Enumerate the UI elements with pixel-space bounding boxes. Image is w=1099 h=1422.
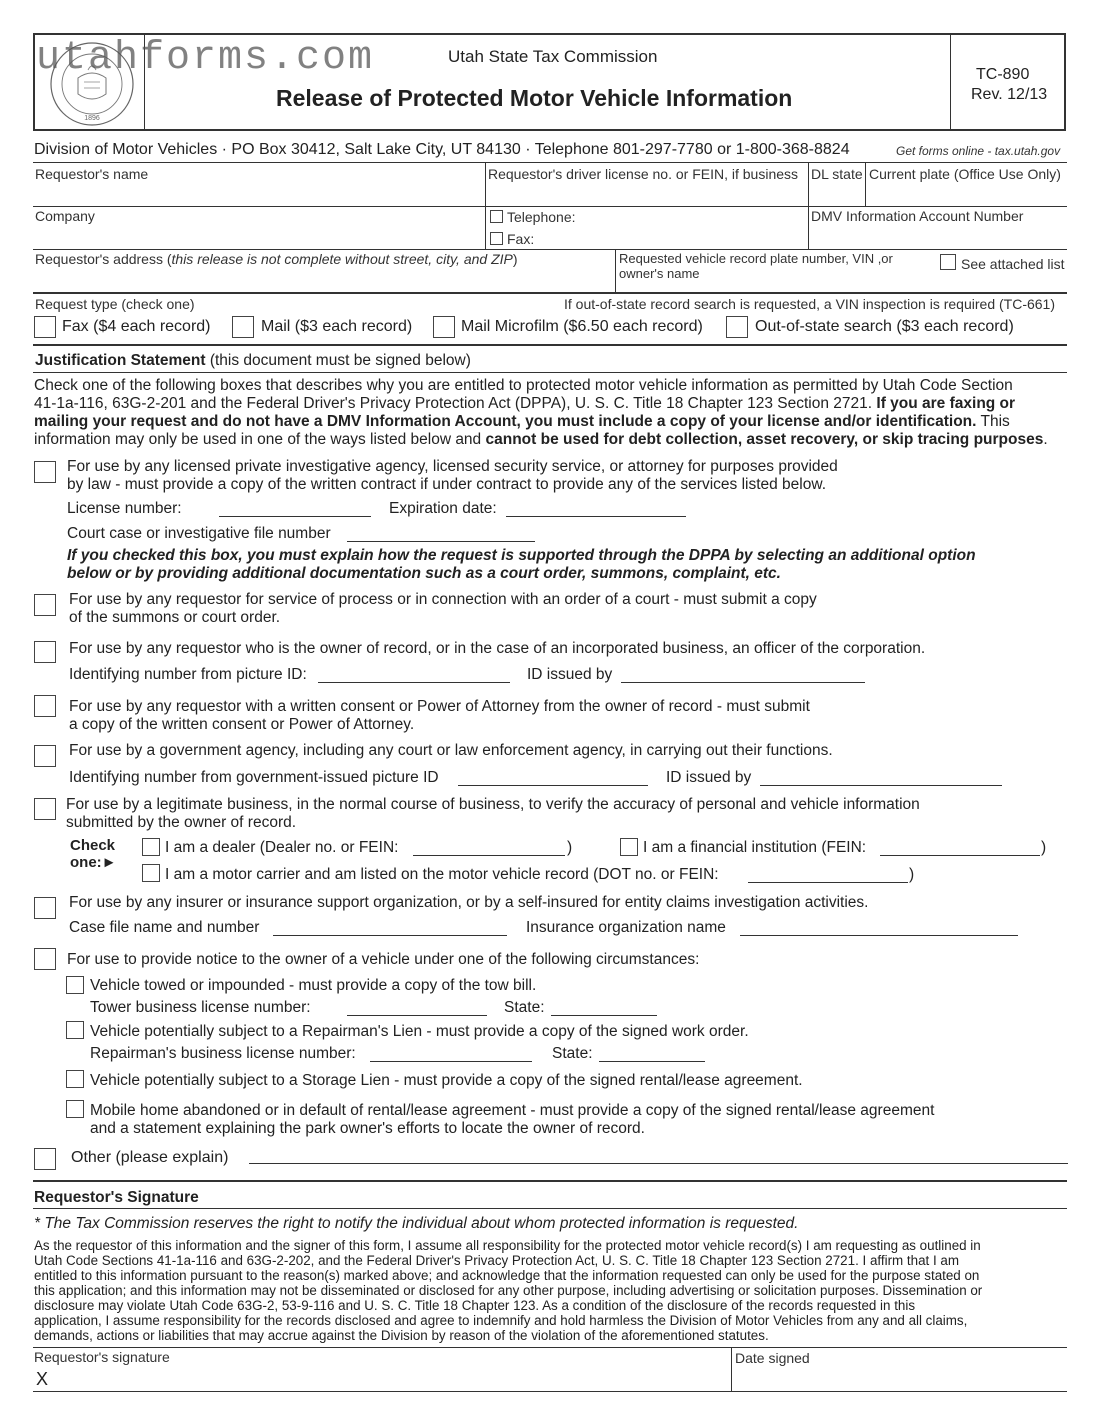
- telephone-checkbox[interactable]: [490, 210, 503, 223]
- case-file-input[interactable]: [273, 921, 507, 936]
- written-consent-checkbox[interactable]: [34, 695, 56, 717]
- address-label: Requestor's address (: [35, 251, 172, 267]
- gov-id-label: Identifying number from government-issued picture ID: [69, 769, 439, 786]
- microfilm-request-label: Mail Microfilm ($6.50 each record): [461, 318, 703, 335]
- insurance-org-label: Insurance organization name: [526, 919, 726, 936]
- check-one-label: Check: [70, 837, 116, 854]
- dppa-note-2: below or by providing additional documentation such as a court order, summons, complaint, etc.: [67, 565, 781, 582]
- repairman-license-input[interactable]: [370, 1047, 532, 1062]
- signature-label: Requestor's signature: [34, 1349, 170, 1365]
- affirmation-line: this application; and this information may not be disseminated or disclosed for any other purpose, including advertising or solicitation purposes. Dissemination or: [34, 1283, 983, 1298]
- intro-bold: mailing your request and do not have a DMV Information Account, you must include a copy of your license and/or identification.: [34, 413, 977, 430]
- court-case-label: Court case or investigative file number: [67, 525, 331, 542]
- justification-title: Justification Statement: [35, 352, 206, 369]
- id-issued-input[interactable]: [621, 668, 865, 683]
- mobile-home-checkbox[interactable]: [66, 1100, 84, 1118]
- financial-institution-checkbox[interactable]: [620, 838, 638, 856]
- divider: [33, 1347, 1067, 1348]
- signature-field[interactable]: X: [36, 1369, 49, 1389]
- agency-name: Utah State Tax Commission: [448, 47, 658, 66]
- date-signed-field[interactable]: Date signed: [735, 1350, 810, 1366]
- option-text: For use by any requestor with a written consent or Power of Attorney from the owner of record - must submit: [69, 698, 810, 715]
- case-file-label: Case file name and number: [69, 919, 260, 936]
- divider: [33, 1391, 1067, 1392]
- fax-request-checkbox[interactable]: [34, 316, 56, 338]
- divider: [33, 372, 1067, 373]
- other-label: Other (please explain): [71, 1149, 229, 1166]
- vehicle-record-field-2: owner's name: [619, 266, 700, 281]
- forms-online-link[interactable]: Get forms online - tax.utah.gov: [896, 144, 1061, 158]
- storage-lien-label: Vehicle potentially subject to a Storage Lien - must provide a copy of the signed rental/lease agreement.: [90, 1072, 803, 1089]
- expiration-date-input[interactable]: [506, 502, 686, 517]
- intro-bold: cannot be used for debt collection, asset recovery, or skip tracing purposes: [485, 431, 1044, 448]
- affirmation-line: demands, actions or liabilities that may accrue against the Division by reason of the violation of the aforementioned statutes.: [34, 1328, 769, 1343]
- mail-request-label: Mail ($3 each record): [261, 318, 413, 335]
- option-text: For use by any licensed private investigative agency, licensed security service, or attorney for purposes provided: [67, 458, 838, 475]
- dppa-note: If you checked this box, you must explain how the request is supported through the DPPA by selecting an additional option: [67, 547, 976, 564]
- seal-year: 1896: [84, 115, 100, 122]
- motor-carrier-label: I am a motor carrier and am listed on the motor vehicle record (DOT no. or FEIN:: [165, 866, 719, 883]
- affirmation-line: application, I assume responsibility for the records disclosed and agree to indemnify and hold harmless the Division of Motor Vehicles from any and all claims,: [34, 1313, 968, 1328]
- out-of-state-note: If out-of-state record search is requested, a VIN inspection is required (TC-661): [564, 296, 1055, 312]
- intro-line: Check one of the following boxes that describes why you are entitled to protected motor vehicle information as permitted by Utah Code Section: [34, 377, 1013, 394]
- mobile-home-label: Mobile home abandoned or in default of rental/lease agreement - must provide a copy of the signed rental/lease agreement: [90, 1102, 935, 1119]
- intro-bold: If you are faxing or: [876, 395, 1016, 412]
- option-text: of the summons or court order.: [69, 609, 281, 626]
- divider: [731, 1348, 732, 1391]
- form-revision: Rev. 12/13: [971, 86, 1048, 103]
- divider: [33, 292, 1067, 294]
- option-text: For use to provide notice to the owner of a vehicle under one of the following circumstances:: [67, 951, 700, 968]
- service-of-process-checkbox[interactable]: [34, 594, 56, 616]
- telephone-label: Telephone:: [507, 209, 576, 225]
- repairman-license-label: Repairman's business license number:: [90, 1045, 356, 1062]
- affirmation-line: disclosure may violate Utah Code 63G-2, 53-9-116 and U. S. C. Title 18 Chapter 123. As a condition of the disclosure of the records requested in this: [34, 1298, 916, 1313]
- divider: [485, 163, 486, 249]
- owner-of-record-checkbox[interactable]: [34, 641, 56, 663]
- repairman-state-input[interactable]: [599, 1047, 705, 1062]
- option-text: For use by a government agency, including any court or law enforcement agency, in carrying out their functions.: [69, 742, 833, 759]
- division-address: Division of Motor Vehicles · PO Box 30412, Salt Lake City, UT 84130 · Telephone 801-297-7780 or 1-800-368-8824: [34, 141, 850, 158]
- header-divider-right: [950, 35, 951, 130]
- divider: [33, 206, 1067, 207]
- repairman-state-label: State:: [552, 1045, 593, 1062]
- option-text: For use by any insurer or insurance support organization, or by a self-insured for entity claims investigation activities.: [69, 894, 869, 911]
- license-number-input[interactable]: [219, 502, 371, 517]
- mobile-home-label-2: and a statement explaining the park owner's efforts to locate the owner of record.: [90, 1120, 645, 1137]
- justification-heading: [35, 352, 471, 370]
- paren: ): [909, 866, 915, 883]
- dl-state-field[interactable]: DL state: [811, 166, 863, 182]
- option-text: by law - must provide a copy of the written contract if under contract to provide any of the services listed below.: [67, 476, 827, 493]
- tower-license-input[interactable]: [347, 1001, 487, 1016]
- picture-id-label: Identifying number from picture ID:: [69, 666, 307, 683]
- address-note: this release is not complete without street, city, and ZIP: [171, 251, 513, 267]
- affirmation-line: Utah Code Sections 41-1a-116 and 63G-2-202, and the Federal Driver's Privacy Protection Act, U. S. C. Title 18 Chapter 123 Section 2721. I affirm that I am: [34, 1253, 960, 1268]
- intro-text: .: [1043, 431, 1048, 448]
- investigative-agency-checkbox[interactable]: [34, 461, 56, 483]
- intro-text: 41-1a-116, 63G-2-201 and the Federal Driver's Privacy Protection Act (DPPA), U. S. C. Title 18 Chapter 123 Section 2721.: [34, 395, 877, 412]
- form-title: Release of Protected Motor Vehicle Information: [276, 85, 793, 111]
- out-of-state-label: Out-of-state search ($3 each record): [755, 318, 1014, 335]
- intro-line: [34, 413, 1010, 431]
- financial-institution-input[interactable]: [880, 841, 1040, 856]
- expiration-date-label: Expiration date:: [389, 500, 497, 517]
- divider: [33, 162, 1067, 163]
- owner-notice-checkbox[interactable]: [34, 948, 56, 970]
- affirmation-line: entitled to this information pursuant to the reason(s) marked above; and acknowledge that the information requested can only be used for the purpose stated on: [34, 1268, 980, 1283]
- divider: [808, 163, 809, 249]
- request-type-label: Request type (check one): [35, 296, 195, 312]
- vehicle-record-field[interactable]: Requested vehicle record plate number, VIN ,or: [619, 251, 893, 266]
- divider: [865, 163, 866, 206]
- towed-label: Vehicle towed or impounded - must provide a copy of the tow bill.: [90, 977, 537, 994]
- see-attached-checkbox[interactable]: [940, 254, 956, 270]
- requestor-address-field[interactable]: [35, 251, 518, 267]
- intro-line: [34, 431, 1048, 449]
- justification-note: (this document must be signed below): [205, 352, 471, 369]
- company-field[interactable]: Company: [35, 208, 95, 224]
- gov-id-issued-input[interactable]: [760, 771, 1002, 786]
- dealer-label: I am a dealer (Dealer no. or FEIN:: [165, 839, 399, 856]
- intro-text: This: [976, 413, 1010, 430]
- fax-request-label: Fax ($4 each record): [62, 318, 211, 335]
- fax-label: Fax:: [507, 231, 535, 247]
- fax-checkbox[interactable]: [490, 232, 503, 245]
- motor-carrier-checkbox[interactable]: [142, 864, 160, 882]
- id-issued-label: ID issued by: [527, 666, 613, 683]
- repairman-lien-label: Vehicle potentially subject to a Repairman's Lien - must provide a copy of the signed work order.: [90, 1023, 749, 1040]
- option-text: a copy of the written consent or Power of Attorney.: [69, 716, 415, 733]
- requestor-dl-field[interactable]: Requestor's driver license no. or FEIN, if business: [488, 166, 799, 182]
- gov-id-input[interactable]: [458, 771, 648, 786]
- dealer-checkbox[interactable]: [142, 838, 160, 856]
- tower-state-label: State:: [504, 999, 545, 1016]
- tower-license-label: Tower business license number:: [90, 999, 311, 1016]
- financial-institution-label: I am a financial institution (FEIN:: [643, 839, 867, 856]
- microfilm-request-checkbox[interactable]: [433, 316, 455, 338]
- option-text: For use by any requestor for service of process or in connection with an order of a court - must submit a copy: [69, 591, 817, 608]
- check-one-label-2: one:►: [70, 854, 117, 871]
- option-text: For use by a legitimate business, in the normal course of business, to verify the accuracy of personal and vehicle information: [66, 796, 920, 813]
- see-attached-label: See attached list: [961, 256, 1065, 272]
- court-case-input[interactable]: [347, 527, 535, 542]
- form-number: TC-890: [976, 66, 1030, 83]
- paren: ): [567, 839, 573, 856]
- insurer-checkbox[interactable]: [34, 897, 56, 919]
- watermark: utahforms.com: [36, 36, 375, 81]
- mail-request-checkbox[interactable]: [232, 316, 254, 338]
- motor-carrier-input[interactable]: [748, 868, 908, 883]
- gov-id-issued-label: ID issued by: [666, 769, 752, 786]
- current-plate-field: Current plate (Office Use Only): [869, 166, 1061, 182]
- out-of-state-checkbox[interactable]: [726, 316, 748, 338]
- option-text: submitted by the owner of record.: [66, 814, 297, 831]
- divider: [33, 1180, 1067, 1182]
- intro-line: [34, 395, 1015, 413]
- intro-text: information may only be used in one of the ways listed below and: [34, 431, 486, 448]
- picture-id-input[interactable]: [318, 668, 510, 683]
- tower-state-input[interactable]: [551, 1001, 657, 1016]
- divider: [33, 249, 1067, 250]
- storage-lien-checkbox[interactable]: [66, 1070, 84, 1088]
- option-text: For use by any requestor who is the owner of record, or in the case of an incorporated business, an officer of the corporation.: [69, 640, 926, 657]
- signature-heading: Requestor's Signature: [34, 1189, 199, 1206]
- other-checkbox[interactable]: [34, 1148, 56, 1170]
- repairman-lien-checkbox[interactable]: [66, 1021, 84, 1039]
- divider: [615, 250, 616, 292]
- affirmation-line: As the requestor of this information and the signer of this form, I assume all responsibility for the protected motor vehicle record(s) I am requesting as outlined in: [34, 1238, 981, 1253]
- dealer-input[interactable]: [413, 841, 565, 856]
- license-number-label: License number:: [67, 500, 182, 517]
- government-agency-checkbox[interactable]: [34, 745, 56, 767]
- divider: [33, 344, 1067, 346]
- notify-notice: * The Tax Commission reserves the right to notify the individual about whom protected information is requested.: [34, 1215, 799, 1232]
- paren: ): [1041, 839, 1047, 856]
- legitimate-business-checkbox[interactable]: [34, 798, 56, 820]
- insurance-org-input[interactable]: [740, 921, 1018, 936]
- other-explain-input[interactable]: [249, 1163, 1068, 1164]
- dmv-account-field[interactable]: DMV Information Account Number: [811, 208, 1024, 224]
- divider: [33, 1208, 1067, 1209]
- address-label-end: ): [512, 251, 518, 267]
- requestor-name-field[interactable]: Requestor's name: [35, 166, 149, 182]
- towed-checkbox[interactable]: [66, 976, 84, 994]
